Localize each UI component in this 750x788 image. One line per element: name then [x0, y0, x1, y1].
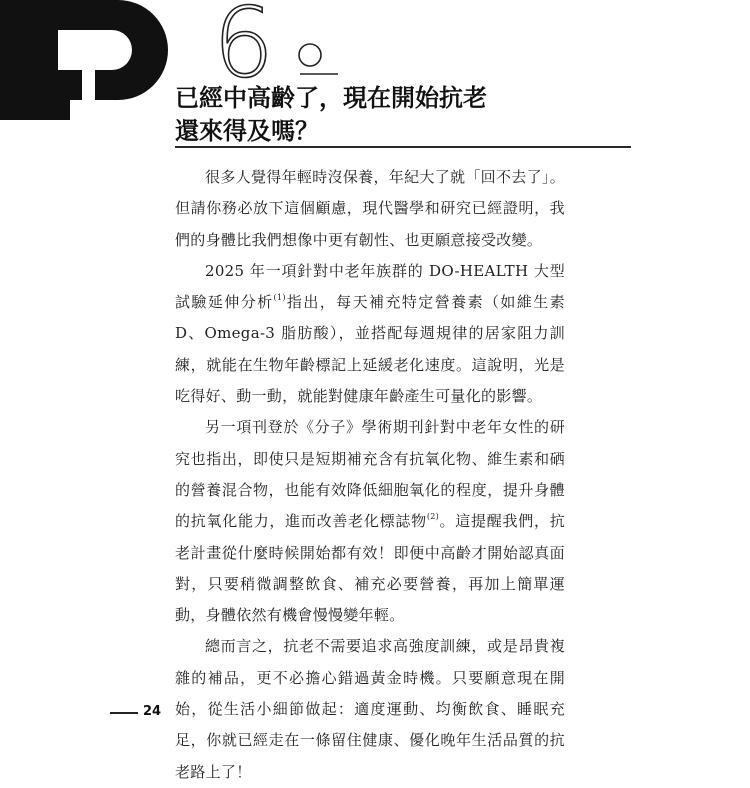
title-divider: [175, 146, 631, 148]
paragraph-4: 總而言之，抗老不需要追求高強度訓練，或是昂貴複雜的補品，更不必擔心錯過黃金時機。只要願意現在開始，從生活小細節做起：適度運動、均衡飲食、睡眠充足，你就已經走在一條留住健康、優化晚年生活品質的抗老路上了！: [175, 637, 565, 781]
question-number: [168, 0, 348, 90]
citation-2: (2): [426, 512, 440, 522]
article-body: [175, 162, 565, 788]
decorative-circle: [299, 44, 321, 66]
paragraph-2: 2025 年一項針對中老年族群的 DO-HEALTH 大型試驗延伸分析$^{(1)}$指出，每天補充特定營養素（如維生素 D、Omega-3 脂肪酸），並搭配每週規律的居家阻力訓練，就能在生物年齡標記上延緩老化速度。這說明，光是吃得好、動一動，就能對健康年齡產生可量化的影響。: [175, 261, 565, 406]
title-line-1: 已經中高齡了，現在開始抗老: [175, 84, 487, 112]
page-title: [175, 82, 635, 148]
q-letter-icon: [0, 0, 175, 120]
footer-rule: [110, 712, 138, 714]
citation-1: (1): [273, 293, 286, 303]
paragraph-3: 另一項刊登於《分子》學術期刊針對中老年女性的研究也指出，即使只是短期補充含有抗氧化物、維生素和硒的營養混合物，也能有效降低細胞氧化的程度，提升身體的抗氧化能力，進而改善老化標誌物$^{(2)}$。這提醒我們，抗老計畫從什麼時候開始都有效！即便中高齡才開始認真面對，只要稍微調整飲食、補充必要營養，再加上簡單運動，身體依然有機會慢慢變年輕。: [175, 418, 565, 625]
title-line-2: 還來得及嗎？: [175, 117, 319, 145]
paragraph-1: 很多人覺得年輕時沒保養，年紀大了就「回不去了」。但請你務必放下這個顧慮，現代醫學和研究已經證明，我們的身體比我們想像中更有韌性、也更願意接受改變。: [175, 168, 565, 249]
question-number-digit: 6: [213, 0, 275, 90]
page-number: 24: [143, 704, 162, 719]
